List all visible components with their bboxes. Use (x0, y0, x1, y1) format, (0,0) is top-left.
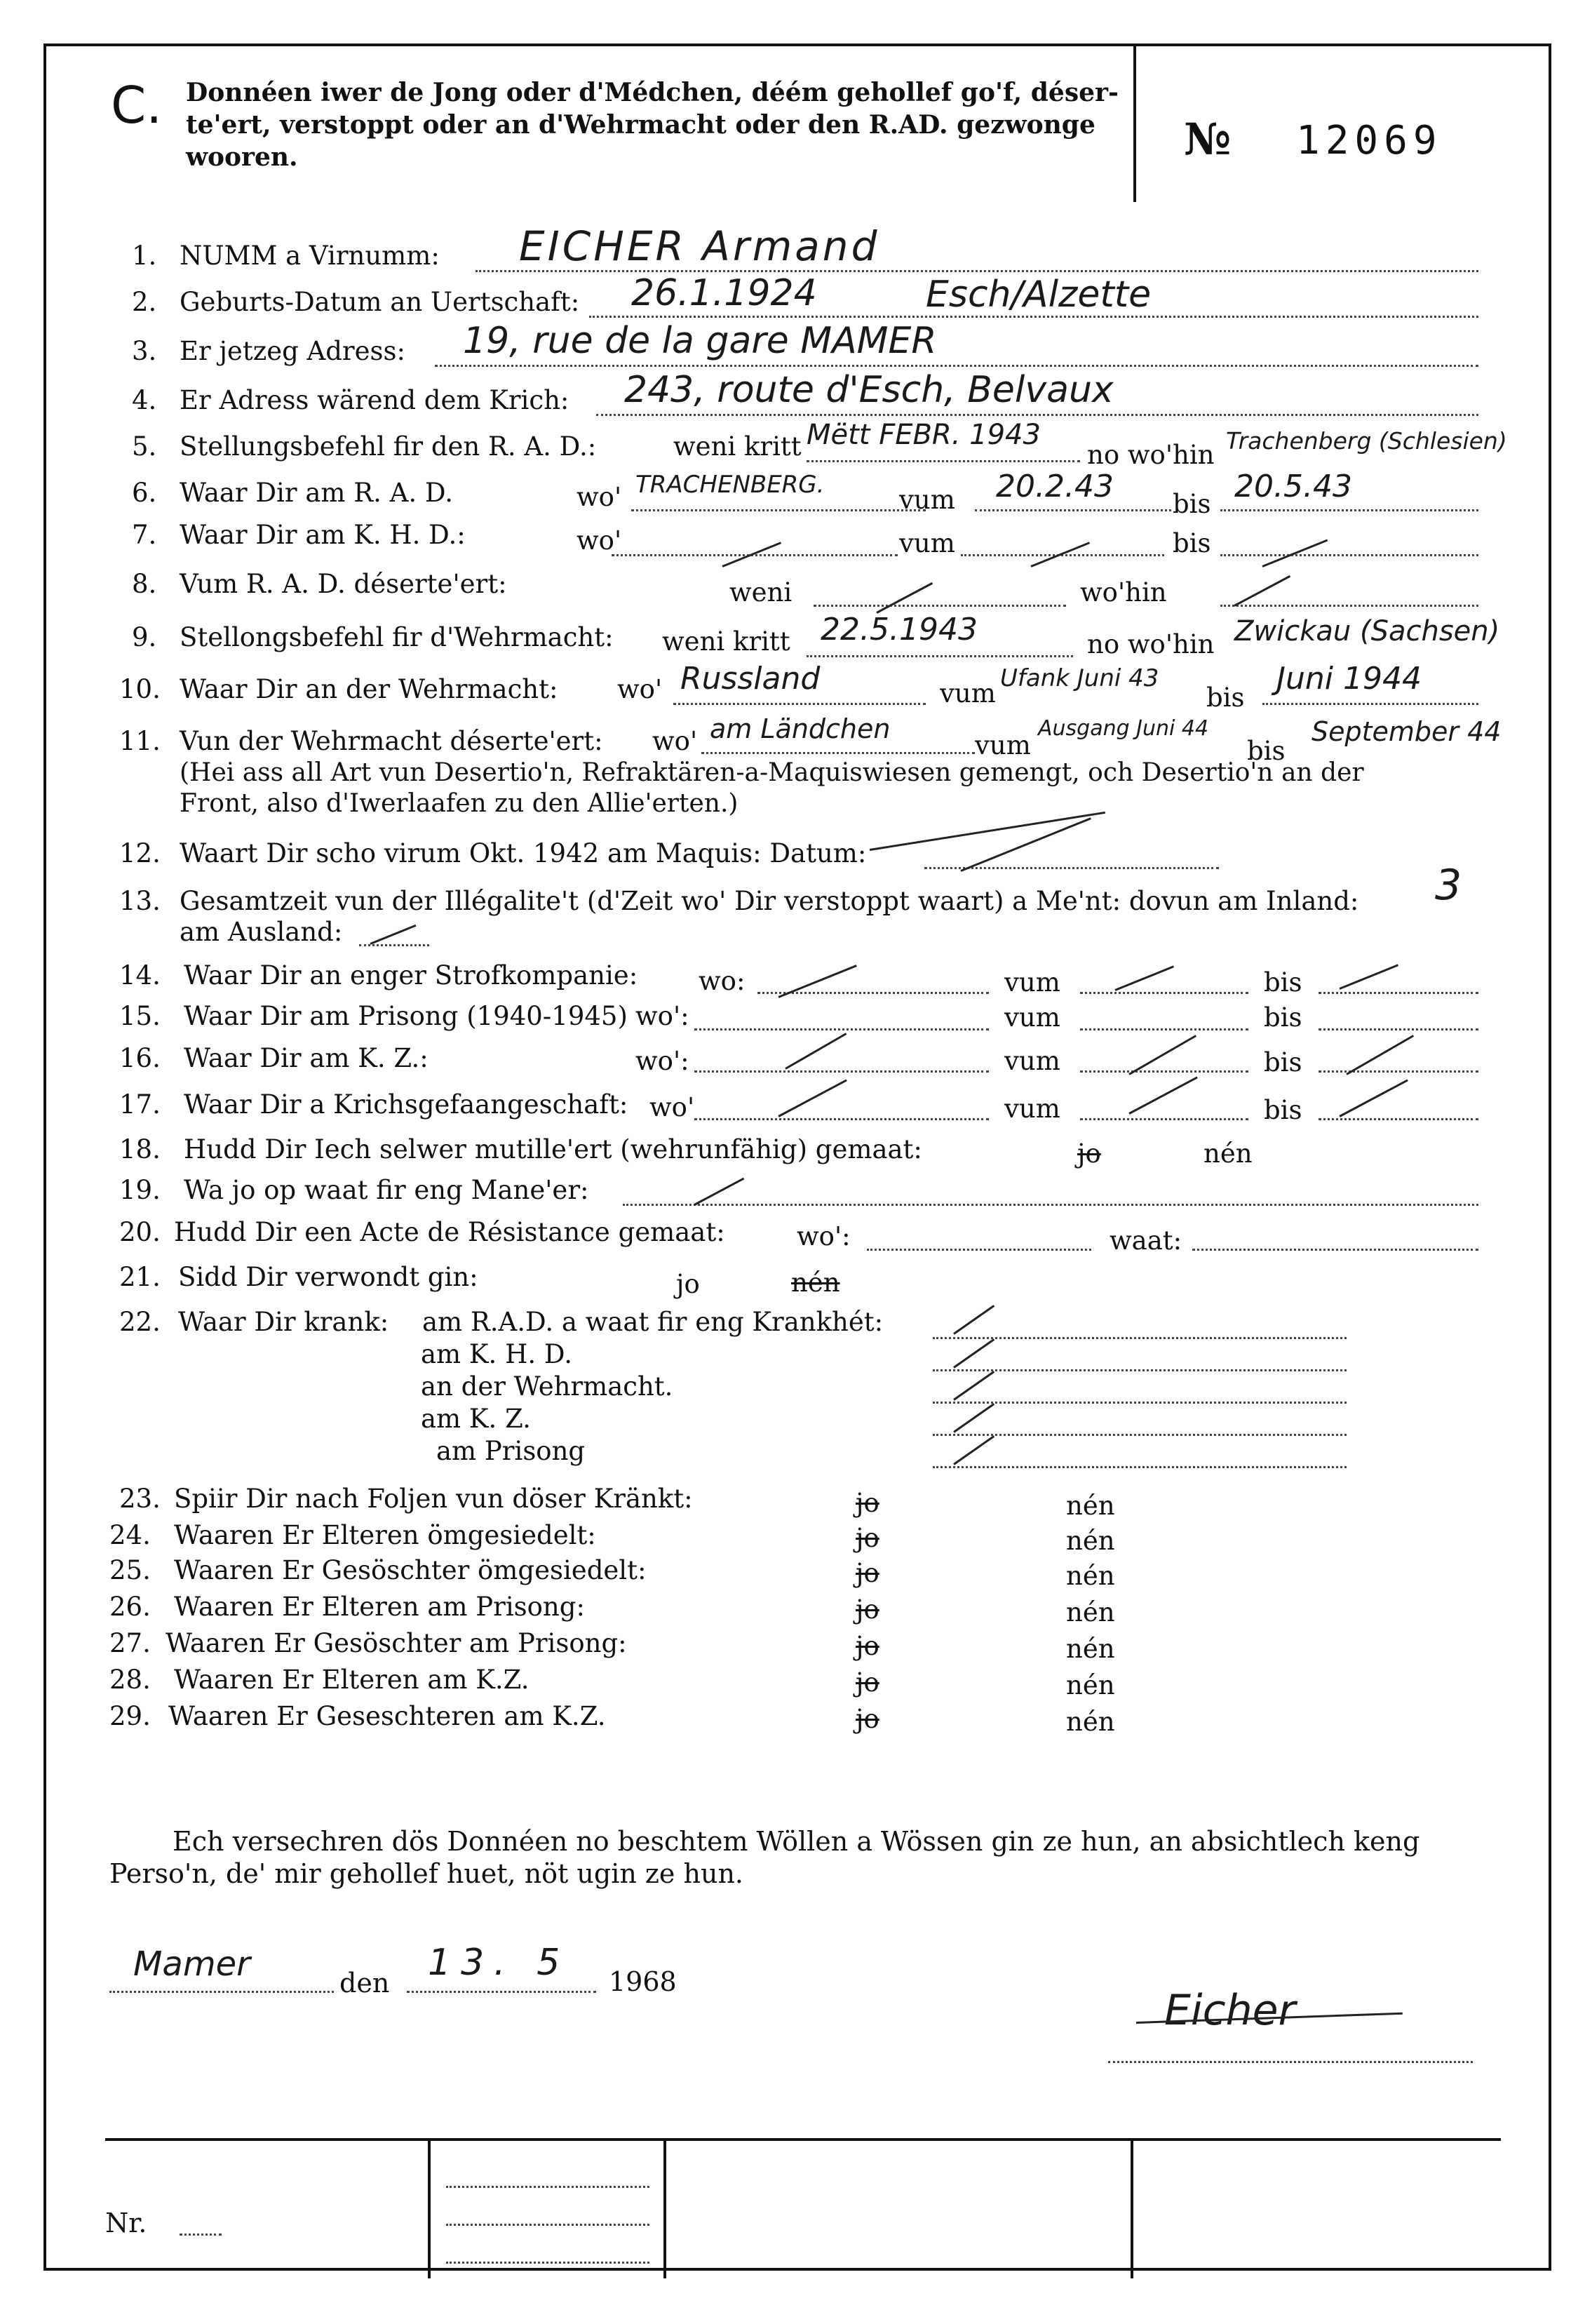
row-16-line-b (1080, 1070, 1248, 1073)
row-28-label: Waaren Er Elteren am K.Z. (174, 1665, 530, 1695)
row-4-line (596, 414, 1478, 416)
row-26-number: 26. (109, 1592, 151, 1622)
wehrmacht-from-value: Ufank Juni 43 (1000, 664, 1159, 692)
row-5-label: Stellungsbefehl fir den R. A. D.: (180, 431, 597, 462)
row-15-line-a (694, 1028, 989, 1030)
row-17-label: Waar Dir a Krichsgefaangeschaft: (184, 1089, 628, 1120)
signing-date-line (407, 1991, 596, 1993)
row-3-line (435, 365, 1478, 367)
desertion-to-value: September 44 (1312, 716, 1502, 747)
row-18-nen: nén (1203, 1139, 1253, 1169)
rad-order-date-value: Mëtt FEBR. 1943 (807, 419, 1041, 451)
footer-nr-label: Nr. (105, 2208, 147, 2238)
row-8-line-a (814, 605, 1066, 607)
row-15-wo-label: wo': (635, 1001, 689, 1031)
row-8-weni-label: weni (729, 577, 793, 607)
row-7-vum-label: vum (899, 528, 955, 558)
number-symbol: № (1184, 114, 1232, 165)
row-25-jo: jo (856, 1558, 879, 1588)
row-21-jo: jo (676, 1269, 700, 1299)
row-14-line-b (1080, 992, 1248, 994)
row-5-line-a (807, 460, 1080, 462)
row-14-vum-label: vum (1004, 967, 1060, 998)
row-22-sub3: an der Wehrmacht. (421, 1371, 673, 1402)
row-16-vum-label: vum (1004, 1046, 1060, 1076)
header-title-line2: te'ert, verstoppt oder an d'Wehrmacht oder den R.AD. gezwonge (186, 110, 1095, 140)
row-27-label: Waaren Er Gesöschter am Prisong: (166, 1628, 627, 1658)
row-17-bis-label: bis (1264, 1095, 1302, 1125)
name-value: EICHER Armand (519, 222, 880, 270)
row-22-line-1 (933, 1337, 1347, 1339)
row-11-wo-label: wo' (652, 726, 698, 756)
signing-place-line (109, 1991, 334, 1993)
row-27-number: 27. (109, 1628, 151, 1658)
row-9-nowohin-label: no wo'hin (1087, 629, 1215, 659)
row-21-nen: nén (791, 1268, 840, 1298)
row-16-wo-label: wo': (635, 1046, 689, 1076)
row-29-label: Waaren Er Geseschteren am K.Z. (168, 1701, 606, 1731)
row-22-line-5 (933, 1466, 1347, 1468)
row-5-nowohin-label: no wo'hin (1087, 440, 1215, 470)
row-10-wo-label: wo' (617, 674, 663, 704)
footer-divider-2 (663, 2138, 666, 2278)
row-19-line (623, 1204, 1478, 1206)
row-22-sub5: am Prisong (436, 1436, 586, 1466)
row-23-number: 23. (119, 1484, 161, 1514)
row-1-number: 1. (132, 241, 157, 271)
row-6-number: 6. (132, 478, 157, 508)
row-22-label: Waar Dir krank: (178, 1307, 389, 1337)
row-3-number: 3. (132, 336, 157, 366)
row-5-weni-label: weni kritt (673, 431, 802, 462)
row-10-line-c (1262, 703, 1478, 705)
row-2-label: Geburts-Datum an Uertschaft: (180, 287, 580, 317)
footer-divider-3 (1131, 2138, 1133, 2278)
row-7-wo-label: wo' (577, 525, 622, 556)
row-20-label: Hudd Dir een Acte de Résistance gemaat: (174, 1217, 725, 1247)
row-2-number: 2. (132, 287, 157, 317)
row-11-line-a (701, 752, 975, 754)
row-8-number: 8. (132, 569, 157, 599)
row-29-jo: jo (856, 1704, 879, 1734)
row-15-line-c (1319, 1028, 1478, 1030)
row-6-label: Waar Dir am R. A. D. (180, 478, 453, 508)
row-8-line-b (1220, 605, 1478, 607)
row-9-number: 9. (132, 622, 157, 652)
row-24-jo: jo (856, 1523, 879, 1553)
row-22-sub1: am R.A.D. a waat fir eng Krankhét: (422, 1307, 884, 1337)
row-18-jo: jo (1077, 1139, 1101, 1169)
row-10-label: Waar Dir an der Wehrmacht: (180, 674, 558, 704)
row-29-nen: nén (1066, 1707, 1115, 1737)
birth-place-value: Esch/Alzette (926, 274, 1152, 316)
row-23-label: Spiir Dir nach Foljen vun döser Kränkt: (174, 1484, 693, 1514)
row-13-line-b (359, 944, 429, 946)
birth-date-value: 26.1.1924 (631, 272, 817, 314)
row-4-number: 4. (132, 385, 157, 415)
row-28-nen: nén (1066, 1670, 1115, 1700)
wehrmacht-location-value: Russland (680, 661, 821, 697)
row-21-label: Sidd Dir verwondt gin: (178, 1262, 478, 1292)
row-6-wo-label: wo' (577, 482, 622, 512)
row-14-wo-label: wo: (699, 966, 746, 996)
row-26-nen: nén (1066, 1597, 1115, 1627)
row-8-label: Vum R. A. D. déserte'ert: (180, 569, 507, 599)
row-17-line-c (1319, 1118, 1478, 1120)
row-3-label: Er jetzeg Adress: (180, 336, 405, 366)
wehrmacht-to-value: Juni 1944 (1276, 661, 1422, 697)
wehrmacht-destination-value: Zwickau (Sachsen) (1234, 615, 1500, 647)
footer-top-rule (105, 2138, 1501, 2141)
row-25-label: Waaren Er Gesöschter ömgesiedelt: (174, 1555, 647, 1585)
row-13-label: Gesamtzeit vun der Illégalite't (d'Zeit wo' Dir verstoppt waart) a Me'nt: dovun am Inland: (180, 886, 1359, 916)
row-20-wo-label: wo': (797, 1221, 851, 1251)
row-17-vum-label: vum (1004, 1094, 1060, 1124)
rad-location-value: TRACHENBERG. (635, 471, 825, 499)
row-7-number: 7. (132, 520, 157, 550)
signature-line (1108, 2061, 1473, 2063)
row-4-label: Er Adress wärend dem Krich: (180, 385, 569, 415)
row-16-bis-label: bis (1264, 1047, 1302, 1077)
signing-date-value: 13. 5 (428, 1942, 570, 1984)
row-17-number: 17. (119, 1089, 161, 1120)
row-18-label: Hudd Dir Iech selwer mutille'ert (wehrunfähig) gemaat: (184, 1134, 922, 1164)
row-24-label: Waaren Er Elteren ömgesiedelt: (174, 1520, 596, 1550)
row-23-jo: jo (856, 1488, 879, 1518)
row-17-line-a (694, 1118, 989, 1120)
row-21-number: 21. (119, 1262, 161, 1292)
row-24-nen: nén (1066, 1526, 1115, 1556)
footer-cell-line-2 (446, 2224, 649, 2226)
row-10-line-a (673, 703, 926, 705)
row-23-nen: nén (1066, 1491, 1115, 1521)
row-20-line-a (867, 1249, 1091, 1251)
section-letter: C. (111, 76, 163, 135)
row-26-label: Waaren Er Elteren am Prisong: (174, 1592, 585, 1622)
row-6-vum-label: vum (899, 485, 955, 515)
row-9-weni-label: weni kritt (662, 626, 790, 657)
row-16-line-a (694, 1070, 989, 1073)
rad-to-value: 20.5.43 (1234, 469, 1352, 504)
row-20-waat-label: waat: (1110, 1225, 1182, 1256)
row-11-bis-label: bis (1247, 736, 1286, 766)
row-17-line-b (1080, 1118, 1248, 1120)
row-5-number: 5. (132, 431, 157, 462)
footer-cell-line-1 (446, 2186, 649, 2188)
inland-months-value: 3 (1435, 861, 1462, 910)
footer-nr-line (180, 2234, 222, 2236)
row-14-bis-label: bis (1264, 967, 1302, 998)
row-28-number: 28. (109, 1665, 151, 1695)
row-14-label: Waar Dir an enger Strofkompanie: (184, 960, 638, 990)
header-title-line3: wooren. (186, 142, 298, 172)
row-8-wohin-label: wo'hin (1080, 577, 1167, 607)
row-27-nen: nén (1066, 1634, 1115, 1664)
row-20-line-b (1192, 1249, 1478, 1251)
row-16-line-c (1319, 1070, 1478, 1073)
row-19-number: 19. (119, 1175, 161, 1205)
rad-destination-value: Trachenberg (Schlesien) (1226, 427, 1507, 455)
row-11-note-line2: Front, also d'Iwerlaafen zu den Allie'erten.) (180, 789, 739, 818)
current-address-value: 19, rue de la gare MAMER (463, 320, 937, 362)
row-22-line-3 (933, 1402, 1347, 1404)
row-22-sub4: am K. Z. (421, 1404, 531, 1434)
desertion-from-value: Ausgang Juni 44 (1038, 716, 1209, 741)
row-15-vum-label: vum (1004, 1002, 1060, 1033)
den-label: den (339, 1968, 390, 1999)
row-22-sub2: am K. H. D. (421, 1339, 572, 1369)
row-13-number: 13. (119, 886, 161, 916)
row-12-number: 12. (119, 838, 161, 868)
row-17-wo-label: wo' (649, 1092, 695, 1122)
row-15-label: Waar Dir am Prisong (1940-1945) (184, 1001, 628, 1031)
row-7-line-c (1220, 554, 1478, 556)
declaration-line2: Perso'n, de' mir gehollef huet, nöt ugin ze hun. (109, 1858, 744, 1889)
row-18-number: 18. (119, 1134, 161, 1164)
row-15-bis-label: bis (1264, 1002, 1302, 1033)
row-19-label: Wa jo op waat fir eng Mane'er: (184, 1175, 589, 1205)
row-16-label: Waar Dir am K. Z.: (184, 1043, 429, 1073)
row-14-number: 14. (119, 960, 161, 990)
row-1-line (476, 270, 1478, 272)
row-24-number: 24. (109, 1520, 151, 1550)
signing-place-value: Mamer (133, 1944, 250, 1984)
row-22-line-2 (933, 1369, 1347, 1371)
desertion-location-value: am Ländchen (710, 713, 891, 744)
footer-divider-1 (428, 2138, 431, 2278)
row-10-vum-label: vum (940, 678, 996, 708)
row-28-jo: jo (856, 1667, 879, 1698)
row-10-bis-label: bis (1206, 683, 1245, 713)
row-9-line-a (807, 655, 1073, 657)
form-number: 12069 (1296, 118, 1443, 163)
row-6-line-b (975, 509, 1171, 511)
footer-cell-line-3 (446, 2262, 649, 2264)
row-15-line-b (1080, 1028, 1248, 1030)
row-11-label: Vun der Wehrmacht déserte'ert: (180, 726, 603, 756)
row-29-number: 29. (109, 1701, 151, 1731)
row-13-label-2: am Ausland: (180, 917, 343, 947)
row-22-line-4 (933, 1434, 1347, 1436)
row-12-label: Waart Dir scho virum Okt. 1942 am Maquis: Datum: (180, 838, 867, 868)
row-9-label: Stellongsbefehl fir d'Wehrmacht: (180, 622, 614, 652)
row-25-number: 25. (109, 1555, 151, 1585)
row-14-line-c (1319, 992, 1478, 994)
row-11-vum-label: vum (975, 730, 1031, 760)
row-6-line-a (631, 509, 926, 511)
wehrmacht-order-date-value: 22.5.1943 (821, 612, 978, 647)
declaration-line1: Ech versechren dös Donnéen no beschtem Wöllen a Wössen gin ze hun, an absichtlech keng (173, 1826, 1420, 1857)
signature: Eicher (1164, 1986, 1296, 2035)
row-26-jo: jo (856, 1594, 879, 1625)
row-20-number: 20. (119, 1217, 161, 1247)
row-1-label: NUMM a Virnumm: (180, 241, 440, 271)
row-7-label: Waar Dir am K. H. D.: (180, 520, 466, 550)
signing-year: 1968 (609, 1966, 677, 1997)
row-25-nen: nén (1066, 1561, 1115, 1591)
header-title-line1: Donnéen iwer de Jong oder d'Médchen, déém gehollef go'f, déser- (186, 78, 1119, 107)
row-15-number: 15. (119, 1001, 161, 1031)
row-22-number: 22. (119, 1307, 161, 1337)
row-11-number: 11. (119, 726, 161, 756)
header-divider (1133, 46, 1136, 202)
row-11-note-line1: (Hei ass all Art vun Desertio'n, Refraktären-a-Maquiswiesen gemengt, och Desertio'n an der (180, 758, 1364, 787)
row-27-jo: jo (856, 1631, 879, 1661)
wartime-address-value: 243, route d'Esch, Belvaux (624, 369, 1114, 411)
row-6-line-c (1220, 509, 1478, 511)
row-16-number: 16. (119, 1043, 161, 1073)
row-10-number: 10. (119, 674, 161, 704)
rad-from-value: 20.2.43 (996, 469, 1114, 504)
row-6-bis-label: bis (1173, 489, 1211, 519)
row-7-bis-label: bis (1173, 528, 1211, 558)
row-2-line (589, 316, 1478, 318)
